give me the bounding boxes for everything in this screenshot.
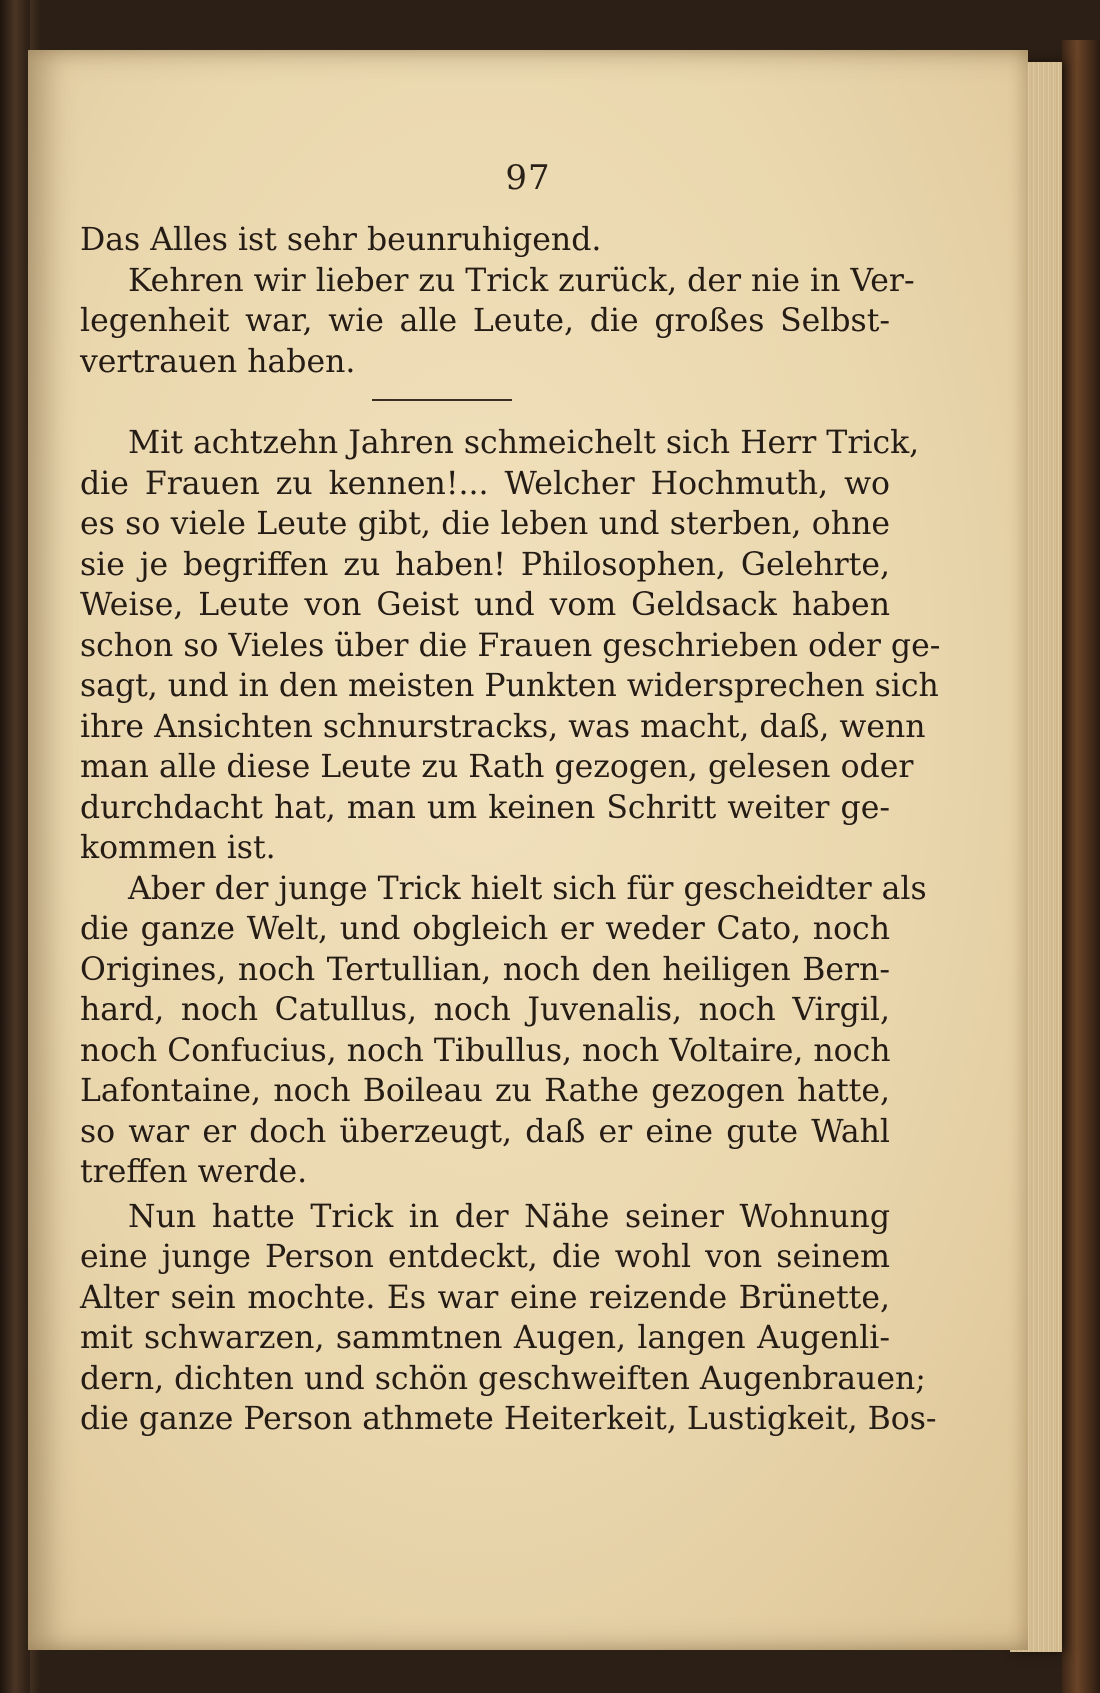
text-line: Alter sein mochte. Es war eine reizende Brünette, <box>80 1279 890 1316</box>
text-line: so war er doch überzeugt, daß er eine gute Wahl <box>80 1113 890 1150</box>
text-line: ihre Ansichten schnurstracks, was macht, daß, wenn <box>80 708 926 745</box>
book-cover-edge <box>1062 40 1100 1693</box>
book-page <box>28 50 1028 1650</box>
text-line: durchdacht hat, man um keinen Schritt weiter ge- <box>80 789 890 826</box>
book-binding <box>0 0 30 1693</box>
text-line: Aber der junge Trick hielt sich für gescheidter als <box>128 870 927 907</box>
text-line: Weise, Leute von Geist und vom Geldsack haben <box>80 587 890 623</box>
text-line: Nun hatte Trick in der Nähe seiner Wohnung <box>128 1198 890 1235</box>
text-line: sie je begriffen zu haben! Philosophen, Gelehrte, <box>80 546 890 583</box>
text-line: die Frauen zu kennen!... Welcher Hochmuth, wo <box>80 465 890 502</box>
page-text <box>80 220 941 1440</box>
text-line: es so viele Leute gibt, die leben und sterben, ohne <box>80 506 890 542</box>
text-line: die ganze Welt, und obgleich er weder Cato, noch <box>80 911 890 947</box>
page-number: 97 <box>505 158 551 198</box>
text-line: mit schwarzen, sammtnen Augen, langen Augenli- <box>80 1320 890 1356</box>
text-line: Das Alles ist sehr beunruhigend. <box>80 222 602 258</box>
text-line: Origines, noch Tertullian, noch den heiligen Bern- <box>80 951 890 988</box>
section-divider <box>372 399 512 401</box>
text-line: schon so Vieles über die Frauen geschrieben oder ge- <box>80 627 941 664</box>
text-line: vertrauen haben. <box>80 343 356 380</box>
text-line: Lafontaine, noch Boileau zu Rathe gezogen hatte, <box>80 1073 890 1109</box>
text-line: sagt, und in den meisten Punkten widersprechen sich <box>80 668 939 704</box>
text-line: Mit achtzehn Jahren schmeichelt sich Herr Trick, <box>128 425 920 461</box>
text-line: man alle diese Leute zu Rath gezogen, gelesen oder <box>80 749 914 785</box>
text-line: hard, noch Catullus, noch Juvenalis, noch Virgil, <box>80 992 890 1028</box>
text-line: treffen werde. <box>80 1154 308 1190</box>
text-line: noch Confucius, noch Tibullus, noch Voltaire, noch <box>80 1032 891 1069</box>
text-line: eine junge Person entdeckt, die wohl von seinem <box>80 1239 890 1275</box>
text-line: Kehren wir lieber zu Trick zurück, der nie in Ver- <box>128 262 915 299</box>
text-line: kommen ist. <box>80 830 276 866</box>
text-line: dern, dichten und schön geschweiften Augenbrauen; <box>80 1360 926 1397</box>
text-line: legenheit war, wie alle Leute, die großes Selbst- <box>80 303 890 339</box>
text-line: die ganze Person athmete Heiterkeit, Lustigkeit, Bos- <box>80 1401 937 1437</box>
